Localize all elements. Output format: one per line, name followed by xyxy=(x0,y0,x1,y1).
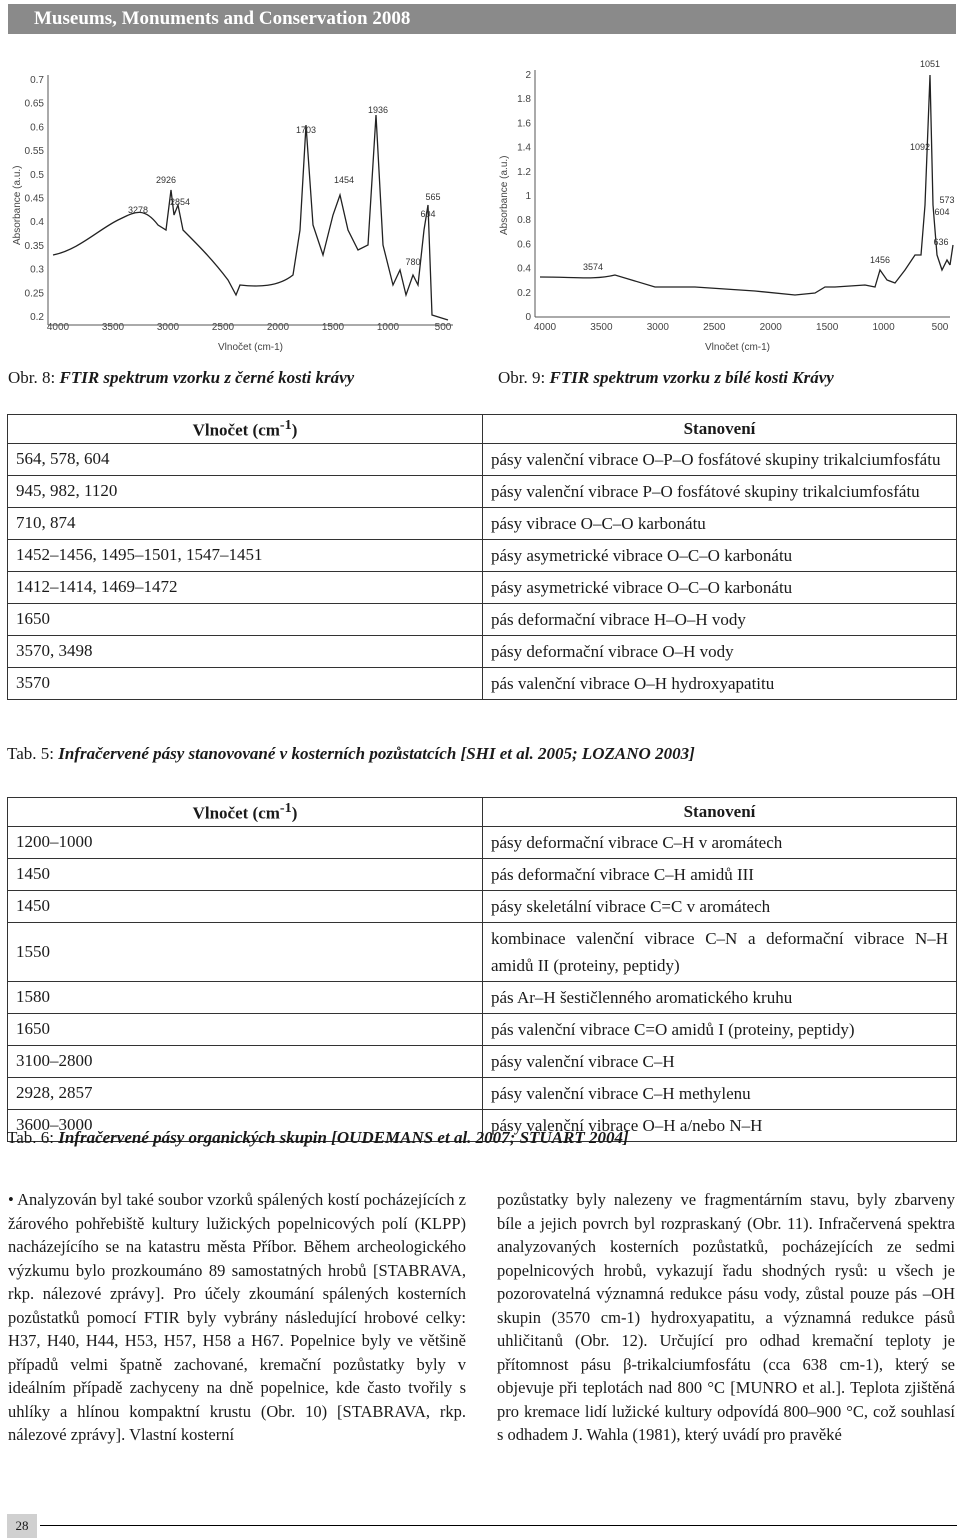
y-tick-label: 0.3 xyxy=(30,264,44,276)
table-row xyxy=(8,539,957,571)
assignment-cell: pás Ar–H šestičlenného aromatického kruhu xyxy=(483,981,957,1013)
x-tick-label: 2500 xyxy=(703,322,726,333)
y-tick-label: 1.2 xyxy=(517,166,531,178)
table-row xyxy=(8,858,957,890)
spectrum-line xyxy=(53,115,448,320)
figure-9-caption xyxy=(498,368,834,388)
table-row xyxy=(8,667,957,699)
x-tick-label: 1000 xyxy=(376,322,400,333)
wavenumber-cell: 1550 xyxy=(8,922,483,981)
assignment-cell: pásy valenční vibrace C–H methylenu xyxy=(483,1077,957,1109)
x-axis-label: Vlnočet (cm-1) xyxy=(705,342,771,353)
table-row xyxy=(8,507,957,539)
caption-text: Infračervené pásy stanovované v kosterních pozůstatcích [SHI et al. 2005; LOZANO 2003] xyxy=(58,744,695,763)
peak-label: 1703 xyxy=(295,125,317,135)
y-tick-label: 1.8 xyxy=(517,94,531,106)
x-tick-label: 500 xyxy=(931,322,949,333)
table-row xyxy=(8,1013,957,1045)
assignment-cell: pásy valenční vibrace C–H xyxy=(483,1045,957,1077)
y-tick-label: 0.65 xyxy=(24,98,44,110)
column-header-wavenumber: Vlnočet $(cm^{-1})$ xyxy=(8,415,483,444)
wavenumber-cell: 3570, 3498 xyxy=(8,635,483,667)
caption-prefix: Tab. 6: xyxy=(7,1128,59,1147)
y-tick-label: 1.6 xyxy=(517,118,531,130)
peak-label: 1454 xyxy=(333,175,355,185)
table-row xyxy=(8,1077,957,1109)
y-tick-label: 0.4 xyxy=(30,217,44,229)
peak-label: 1456 xyxy=(869,255,891,265)
wavenumber-cell: 3100–2800 xyxy=(8,1045,483,1077)
y-tick-label: 0.55 xyxy=(24,146,44,158)
x-tick-labels xyxy=(534,322,949,333)
wavenumber-cell: 945, 982, 1120 xyxy=(8,475,483,507)
y-axis-label: Absorbance (a.u.) xyxy=(499,155,510,235)
wavenumber-cell: 1650 xyxy=(8,603,483,635)
assignment-cell: pásy valenční vibrace P–O fosfátové skupiny trikalciumfosfátu xyxy=(483,475,957,507)
assignment-cell: pásy valenční vibrace O–H a/nebo N–H xyxy=(483,1109,957,1141)
wavenumber-cell: 1580 xyxy=(8,981,483,1013)
y-tick-label: 0.7 xyxy=(30,75,44,86)
assignment-cell: kombinace valenční vibrace C–N a deformační vibrace N–H amidů II (proteiny, peptidy) xyxy=(483,922,957,981)
caption-prefix: Obr. 8: xyxy=(8,368,60,387)
table-row xyxy=(8,571,957,603)
spectrum-line-tail xyxy=(950,245,953,265)
y-tick-label: 0.5 xyxy=(30,169,44,181)
y-tick-label: 0.35 xyxy=(24,240,44,252)
wavenumber-cell: 1650 xyxy=(8,1013,483,1045)
x-tick-label: 2500 xyxy=(211,322,235,333)
assignment-cell: pásy deformační vibrace O–H vody xyxy=(483,635,957,667)
table-row xyxy=(8,603,957,635)
y-tick-labels xyxy=(517,70,531,323)
x-tick-label: 1500 xyxy=(816,322,839,333)
table-6 xyxy=(7,797,957,1142)
x-tick-label: 3000 xyxy=(646,322,669,333)
wavenumber-cell: 564, 578, 604 xyxy=(8,443,483,475)
caption-prefix: Tab. 5: xyxy=(7,744,59,763)
peak-label: 565 xyxy=(425,192,441,202)
peak-label: 3574 xyxy=(582,262,604,272)
x-tick-label: 3500 xyxy=(590,322,613,333)
figure-8-caption xyxy=(8,368,354,388)
peak-label: 1092 xyxy=(909,142,931,152)
figure-8 xyxy=(8,55,458,355)
column-header-assignment: Stanovení xyxy=(483,415,957,444)
y-tick-label: 0 xyxy=(525,312,531,323)
peak-label: 1936 xyxy=(367,105,389,115)
assignment-cell: pás valenční vibrace O–H hydroxyapatitu xyxy=(483,667,957,699)
footer-rule xyxy=(40,1525,957,1526)
wavenumber-cell: 1450 xyxy=(8,858,483,890)
assignment-cell: pás deformační vibrace H–O–H vody xyxy=(483,603,957,635)
page-number: 28 xyxy=(7,1514,37,1538)
peak-labels xyxy=(583,59,955,272)
table-row xyxy=(8,981,957,1013)
y-tick-label: 0.25 xyxy=(24,288,44,300)
table-row xyxy=(8,890,957,922)
table-row xyxy=(8,475,957,507)
caption-prefix: Obr. 9: xyxy=(498,368,550,387)
x-tick-label: 3000 xyxy=(156,322,180,333)
y-tick-label: 0.4 xyxy=(517,263,531,275)
ftir-spectrum-white-bone xyxy=(495,55,955,355)
column-header-wavenumber: Vlnočet $(cm^{-1})$ xyxy=(8,798,483,827)
peak-label: 636 xyxy=(933,237,949,247)
assignment-cell: pásy vibrace O–C–O karbonátu xyxy=(483,507,957,539)
y-tick-label: 0.8 xyxy=(517,215,531,227)
assignment-cell: pásy deformační vibrace C–H v aromátech xyxy=(483,826,957,858)
wavenumber-cell: 1450 xyxy=(8,890,483,922)
x-tick-label: 4000 xyxy=(533,322,557,333)
assignment-cell: pásy asymetrické vibrace O–C–O karbonátu xyxy=(483,571,957,603)
caption-text: FTIR spektrum vzorku z bílé kosti Krávy xyxy=(549,368,834,387)
table-row xyxy=(8,635,957,667)
wavenumber-cell: 2928, 2857 xyxy=(8,1077,483,1109)
assignment-cell: pás valenční vibrace C=O amidů I (proteiny, peptidy) xyxy=(483,1013,957,1045)
wavenumber-cell: 710, 874 xyxy=(8,507,483,539)
table-5-caption xyxy=(7,744,695,764)
assignment-cell: pásy valenční vibrace O–P–O fosfátové skupiny trikalciumfosfátu xyxy=(483,443,957,475)
peak-label: 573 xyxy=(939,195,955,205)
y-tick-label: 1 xyxy=(525,191,531,202)
table-row xyxy=(8,1045,957,1077)
column-header-assignment: Stanovení xyxy=(483,798,957,827)
peak-label: 3278 xyxy=(127,205,149,215)
y-tick-labels xyxy=(25,75,45,323)
figure-9 xyxy=(495,55,955,355)
x-axis-label: Vlnočet (cm-1) xyxy=(218,342,284,353)
y-axis-label: Absorbance (a.u.) xyxy=(12,165,23,245)
peak-label: 604 xyxy=(420,209,436,219)
y-tick-label: 0.6 xyxy=(517,239,531,251)
x-tick-label: 2000 xyxy=(759,322,782,333)
peak-label: 1051 xyxy=(919,59,941,69)
wavenumber-cell: 1200–1000 xyxy=(8,826,483,858)
wavenumber-cell: 3600–3000 xyxy=(8,1109,483,1141)
x-tick-label: 4000 xyxy=(46,322,70,333)
peak-label: 2926 xyxy=(155,175,177,185)
x-tick-label: 3500 xyxy=(101,322,125,333)
assignment-cell: pás deformační vibrace C–H amidů III xyxy=(483,858,957,890)
x-tick-label: 1000 xyxy=(872,322,895,333)
journal-title: Museums, Monuments and Conservation 2008 xyxy=(34,8,411,29)
ftir-spectrum-black-bone xyxy=(8,55,458,355)
y-tick-label: 0.6 xyxy=(30,122,44,134)
table-row xyxy=(8,443,957,475)
table-row xyxy=(8,826,957,858)
x-tick-label: 500 xyxy=(434,322,452,333)
x-tick-label: 1500 xyxy=(321,322,345,333)
peak-label: 604 xyxy=(934,207,950,217)
x-tick-label: 2000 xyxy=(266,322,290,333)
peak-labels xyxy=(128,105,441,267)
peak-label: 780 xyxy=(405,257,421,267)
wavenumber-cell: 3570 xyxy=(8,667,483,699)
y-tick-label: 0.2 xyxy=(517,287,531,299)
page-header xyxy=(8,4,956,34)
y-tick-label: 2 xyxy=(525,70,531,81)
x-tick-labels xyxy=(47,322,452,333)
wavenumber-cell: 1412–1414, 1469–1472 xyxy=(8,571,483,603)
y-tick-label: 0.45 xyxy=(24,193,44,205)
body-column-left: • Analyzován byl také soubor vzorků spálených kostí pocházejících z žárového pohřebiště kultury lužických popelnicových polí (KLPP) nacházejícího se na katastru města Příbor. Během archeologického výzkumu bylo prozkoumáno 89 samostatných hrobů [STABRAVA, rkp. nálezové zprávy]. Pro účely zkoumání spálených kosterních pozůstatků pomocí FTIR byly vybrány následující hrobové celky: H37, H40, H44, H53, H57, H58 a H67. Popelnice byly ve většině případů velmi špatně zachované, kremační pozůstatky byly v ideálním případě zachyceny na dně popelnice, kde často tvořily s uhlíky a hlínou kompaktní krustu (Obr. 10) [STABRAVA, rkp. nálezové zprávy]. Vlastní kosterní xyxy=(8,1190,466,1444)
table-6-caption xyxy=(7,1128,629,1148)
assignment-cell: pásy skeletální vibrace C=C v aromátech xyxy=(483,890,957,922)
caption-text: Infračervené pásy organických skupin [OUDEMANS et al. 2007; STUART 2004] xyxy=(58,1128,629,1147)
wavenumber-cell: 1452–1456, 1495–1501, 1547–1451 xyxy=(8,539,483,571)
table-5 xyxy=(7,414,957,700)
peak-label: 2854 xyxy=(169,197,191,207)
table-row xyxy=(8,922,957,981)
y-tick-label: 1.4 xyxy=(517,142,531,154)
assignment-cell: pásy asymetrické vibrace O–C–O karbonátu xyxy=(483,539,957,571)
body-column-right: pozůstatky byly nalezeny ve fragmentárním stavu, byly zbarveny bíle a jejich povrch byl rozpraskaný (Obr. 11). Infračervená spektra analyzovaných kosterních pozůstatků, pocházejících ze sedmi popelnicových hrobů, vykazují řadu shodných rysů: u všech je pozorovatelná významná redukce pásu vody, zůstal pouze pás –OH skupin (3570 cm-1) hydroxyapatitu, a významná redukce pásů uhličitanů (Obr. 12). Určující pro odhad kremační teploty je přítomnost pásu β-trikalciumfosfátu (cca 638 cm-1), který se objevuje při teplotách nad 800 °C [MUNRO et al.]. Teplota zjištěná pro kremace lidí lužické kultury odpovídá 800–900 °C, což souhlasí s odhadem J. Wahla (1981), který uvádí pro pravěké xyxy=(497,1190,955,1444)
caption-text: FTIR spektrum vzorku z černé kosti krávy xyxy=(59,368,355,387)
y-tick-label: 0.2 xyxy=(30,312,44,323)
